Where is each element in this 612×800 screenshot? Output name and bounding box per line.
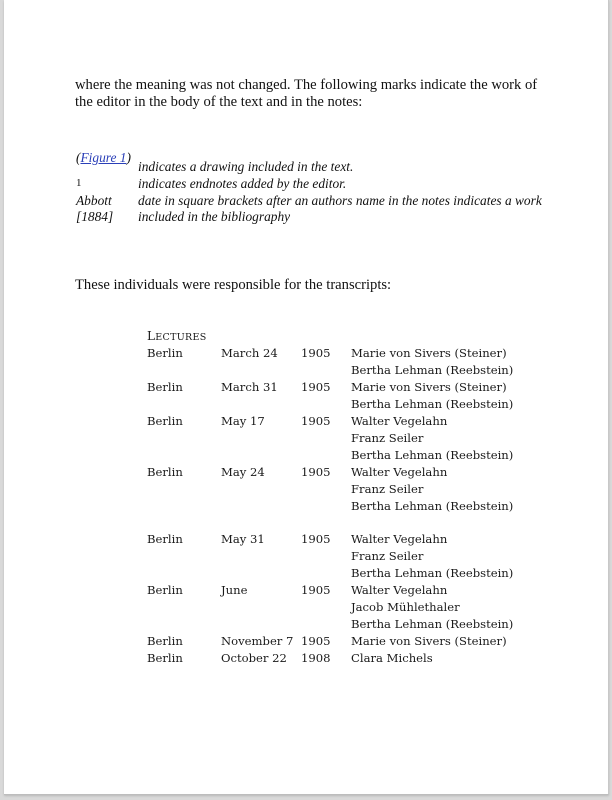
document-page	[4, 0, 609, 795]
lecture-row	[147, 379, 507, 396]
lecture-year: 1905	[301, 583, 331, 597]
lecture-row	[147, 616, 514, 633]
mark-symbol-figure: (Figure 1)	[76, 150, 131, 165]
lecture-transcriber: Walter Vegelahn	[351, 414, 448, 428]
lecture-row	[147, 464, 448, 481]
lecture-transcriber: Walter Vegelahn	[351, 583, 448, 597]
lecture-date: October 22	[221, 651, 287, 665]
lecture-transcriber: Bertha Lehman (Reebstein)	[351, 617, 514, 631]
lecture-row	[147, 481, 424, 498]
lecture-date: March 31	[221, 380, 278, 394]
lecture-date: March 24	[221, 346, 278, 360]
lecture-date: June	[221, 583, 248, 597]
lecture-city: Berlin	[147, 414, 183, 428]
lecture-transcriber: Clara Michels	[351, 651, 433, 665]
lecture-city: Berlin	[147, 380, 183, 394]
mark-row-bibliography	[76, 191, 558, 224]
lecture-date: May 24	[221, 465, 265, 479]
transcript-intro: These individuals were responsible for the transcripts:	[75, 277, 392, 293]
lecture-year: 1905	[301, 380, 331, 394]
lecture-row	[147, 447, 514, 464]
lecture-row	[147, 582, 448, 599]
lecture-transcriber: Bertha Lehman (Reebstein)	[351, 566, 514, 580]
mark-description-figure: indicates a drawing included in the text.	[138, 159, 354, 174]
lecture-year: 1908	[301, 651, 331, 665]
lecture-date: November 7	[221, 634, 294, 648]
lecture-row	[147, 548, 424, 565]
lecture-city: Berlin	[147, 583, 183, 597]
lecture-transcriber: Marie von Sivers (Steiner)	[351, 634, 507, 648]
lecture-date: May 17	[221, 414, 265, 428]
lecture-transcriber: Jacob Mühlethaler	[351, 600, 460, 614]
lecture-row	[147, 531, 448, 548]
lecture-year: 1905	[301, 346, 331, 360]
lecture-city: Berlin	[147, 651, 183, 665]
lecture-transcriber: Bertha Lehman (Reebstein)	[351, 499, 514, 513]
lectures-list	[147, 329, 514, 667]
lecture-year: 1905	[301, 465, 331, 479]
lecture-row	[147, 565, 514, 582]
mark-description-bibliography: date in square brackets after an authors name in the notes indicates a work included in the bibliography	[138, 193, 542, 224]
lecture-transcriber: Bertha Lehman (Reebstein)	[351, 448, 514, 462]
lecture-transcriber: Walter Vegelahn	[351, 465, 448, 479]
intro-paragraph: where the meaning was not changed. The following marks indicate the work of the editor in the body of the text and in the notes:	[75, 77, 538, 110]
lecture-transcriber: Walter Vegelahn	[351, 532, 448, 546]
lecture-row	[147, 345, 507, 362]
lecture-row	[147, 413, 448, 430]
lectures-gap	[147, 515, 207, 531]
lecture-row	[147, 650, 433, 667]
lecture-transcriber: Franz Seiler	[351, 431, 424, 445]
lecture-row	[147, 498, 514, 515]
lectures-heading: LECTURES	[147, 329, 207, 343]
lecture-transcriber: Marie von Sivers (Steiner)	[351, 346, 507, 360]
lecture-row	[147, 599, 460, 616]
lecture-date: May 31	[221, 532, 265, 546]
lecture-transcriber: Bertha Lehman (Reebstein)	[351, 363, 514, 377]
mark-row-endnote	[76, 175, 558, 192]
lecture-city: Berlin	[147, 346, 183, 360]
figure-1-link[interactable]: Figure 1	[80, 150, 127, 165]
lecture-city: Berlin	[147, 634, 183, 648]
mark-row-figure	[76, 150, 558, 175]
lecture-row	[147, 362, 514, 379]
mark-symbol-endnote: 1	[76, 176, 82, 189]
lecture-transcriber: Marie von Sivers (Steiner)	[351, 380, 507, 394]
lecture-city: Berlin	[147, 465, 183, 479]
lecture-row	[147, 633, 507, 650]
mark-symbol-bibliography: Abbott [1884]	[76, 193, 114, 224]
lecture-transcriber: Franz Seiler	[351, 549, 424, 563]
lectures-rows	[147, 345, 514, 667]
lecture-year: 1905	[301, 532, 331, 546]
editor-marks-table	[76, 150, 558, 224]
lecture-row	[147, 430, 424, 447]
lecture-year: 1905	[301, 634, 331, 648]
lecture-row	[147, 396, 514, 413]
lecture-year: 1905	[301, 414, 331, 428]
lecture-transcriber: Franz Seiler	[351, 482, 424, 496]
mark-description-endnote: indicates endnotes added by the editor.	[138, 175, 347, 191]
lecture-city: Berlin	[147, 532, 183, 546]
lecture-transcriber: Bertha Lehman (Reebstein)	[351, 397, 514, 411]
